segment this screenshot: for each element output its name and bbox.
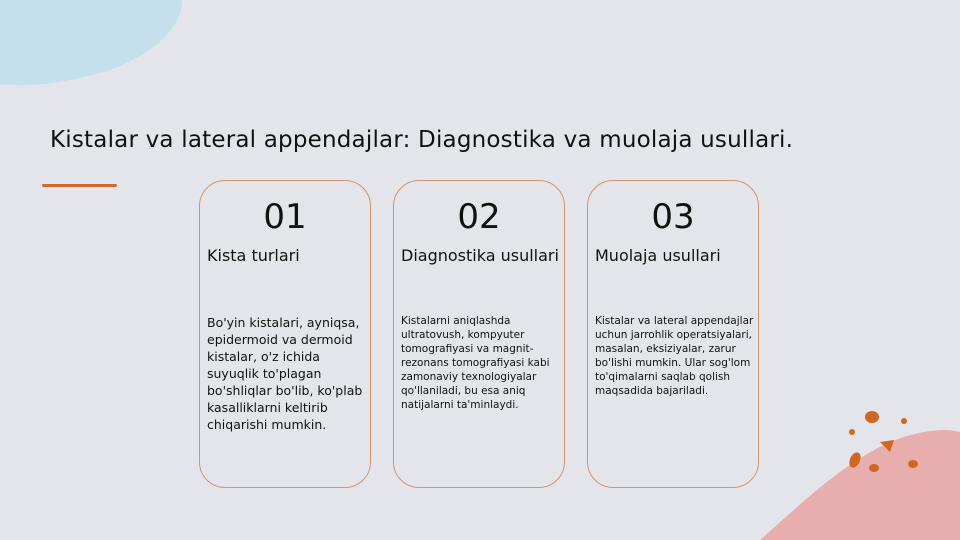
card-heading: Diagnostika usullari xyxy=(401,246,559,265)
card-kista-turlari xyxy=(199,180,371,488)
title-accent-line xyxy=(42,184,117,187)
card-heading: Kista turlari xyxy=(207,246,300,265)
card-body: Kistalar va lateral appendajlar uchun jarrohlik operatsiyalari, masalan, eksiziyalar, zarur bo'lishi mumkin. Ular sog'lom to'qimalarni saqlab qolish maqsadida bajariladi. xyxy=(595,315,754,397)
card-muolaja-usullari xyxy=(587,180,759,488)
card-body: Bo'yin kistalari, ayniqsa, epidermoid va dermoid kistalar, o'z ichida suyuqlik to'plagan bo'shliqlar bo'lib, ko'plab kasalliklarni keltirib chiqarishi mumkin. xyxy=(207,315,363,432)
card-heading: Muolaja usullari xyxy=(595,246,721,265)
card-number: 03 xyxy=(651,197,695,237)
slide-title: Kistalar va lateral appendajlar: Diagnostika va muolaja usullari. xyxy=(50,127,794,153)
decorative-splatter-dots xyxy=(830,400,960,540)
card-number: 02 xyxy=(457,197,501,237)
card-diagnostika-usullari xyxy=(393,180,565,488)
card-body: Kistalarni aniqlashda ultratovush, kompyuter tomografiyasi va magnit-rezonans tomografiyasi kabi zamonaviy texnologiyalar qo'llaniladi, bu esa aniq natijalarni ta'minlaydi. xyxy=(401,315,550,411)
card-number: 01 xyxy=(263,197,307,237)
decorative-blob-top-left xyxy=(0,0,200,100)
